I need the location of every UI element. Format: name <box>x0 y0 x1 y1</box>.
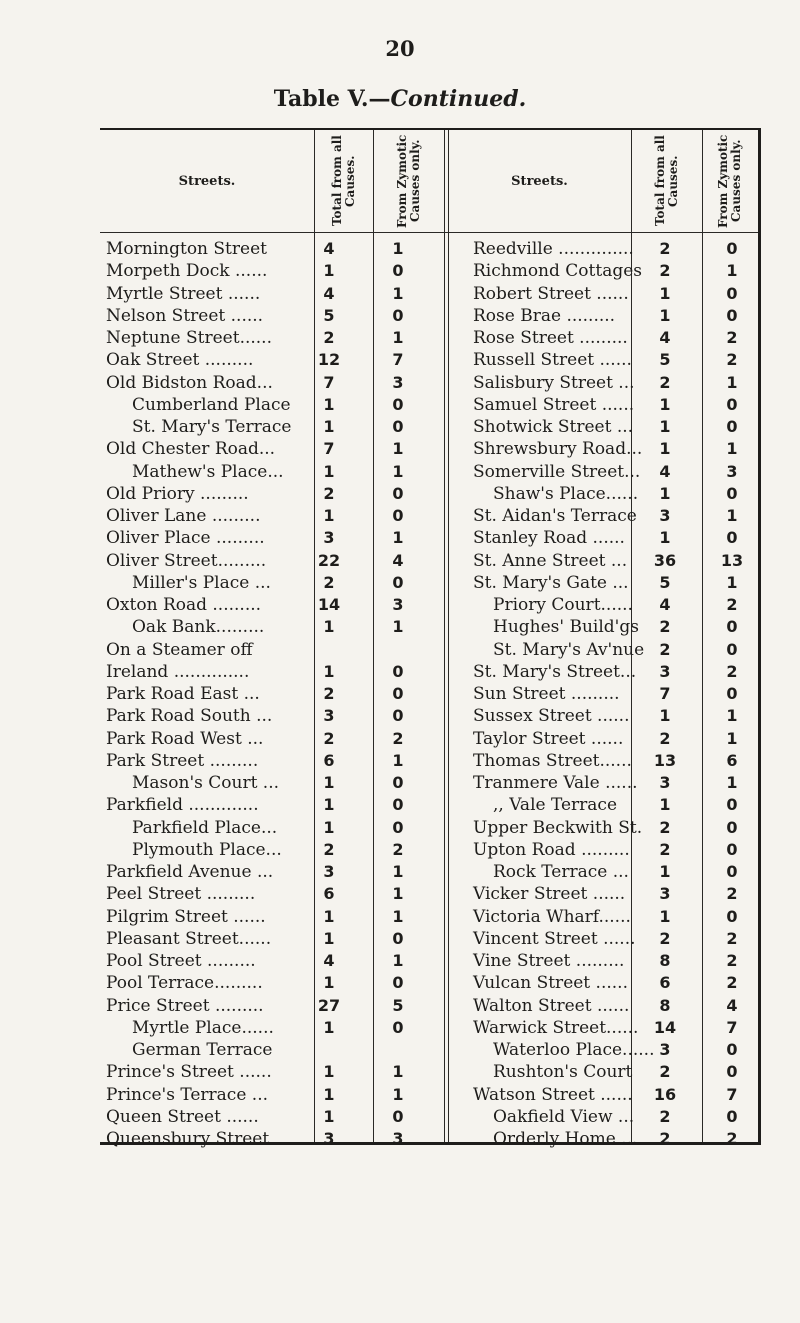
zymotic-count-right: 0 <box>726 617 738 637</box>
zymotic-count-right: 1 <box>726 706 738 726</box>
zymotic-count-left: 1 <box>392 750 404 770</box>
zymotic-count-right: 1 <box>726 506 738 525</box>
street-name-left: Park Road East ... <box>106 684 260 704</box>
total-count-right: 2 <box>659 728 671 748</box>
total-count-right: 4 <box>659 328 671 347</box>
street-name-left: Old Chester Road... <box>106 439 276 460</box>
table-row <box>100 416 758 438</box>
table-title-main: Table V.— <box>273 86 391 112</box>
zymotic-count-left: 2 <box>392 728 404 748</box>
table-row <box>100 483 758 505</box>
zymotic-count-left: 0 <box>392 661 404 681</box>
table-row <box>100 394 758 416</box>
total-count-right: 13 <box>653 750 677 770</box>
total-count-left: 2 <box>323 728 335 748</box>
header-zymotic-left: From Zymotic Causes only. <box>394 134 422 228</box>
table-row <box>100 1039 758 1061</box>
street-name-right: Russell Street ...... <box>473 350 632 371</box>
table-row <box>100 906 758 928</box>
zymotic-count-left: 1 <box>392 1062 404 1082</box>
total-count-left: 1 <box>323 417 335 436</box>
total-count-left: 12 <box>317 350 341 370</box>
total-count-left: 3 <box>323 862 335 881</box>
street-name-right: Somerville Street... <box>473 461 641 482</box>
zymotic-count-left: 1 <box>392 617 404 637</box>
zymotic-count-right: 4 <box>726 995 738 1015</box>
street-name-right: Orderly Home ... <box>493 1129 638 1149</box>
zymotic-count-right: 3 <box>726 461 738 481</box>
zymotic-count-left: 2 <box>392 839 404 859</box>
total-count-left: 1 <box>323 394 335 414</box>
zymotic-count-right: 2 <box>726 661 738 681</box>
zymotic-count-right: 6 <box>726 750 738 770</box>
zymotic-count-left: 0 <box>392 261 404 281</box>
street-name-left: Pilgrim Street ...... <box>106 906 266 927</box>
table-row <box>100 1017 758 1039</box>
total-count-left: 1 <box>323 1017 335 1037</box>
total-count-right: 1 <box>659 394 671 414</box>
street-name-left: On a Steamer off <box>106 639 253 660</box>
table-row <box>100 705 758 727</box>
total-count-right: 1 <box>659 906 671 926</box>
zymotic-count-left: 0 <box>392 1017 404 1037</box>
street-name-left: Prince's Street ...... <box>106 1062 272 1083</box>
total-count-right: 2 <box>659 928 671 948</box>
street-name-left: Oliver Street......... <box>106 550 267 571</box>
zymotic-count-right: 0 <box>726 817 738 837</box>
street-name-left: Pleasant Street...... <box>106 928 272 949</box>
total-count-right: 36 <box>653 550 677 570</box>
total-count-right: 2 <box>659 239 671 258</box>
zymotic-count-right: 0 <box>726 839 738 859</box>
zymotic-count-right: 0 <box>726 394 738 414</box>
zymotic-count-left: 3 <box>392 1129 404 1148</box>
street-name-right: Sun Street ......... <box>473 684 620 704</box>
zymotic-count-left: 0 <box>392 1106 404 1126</box>
total-count-right: 16 <box>653 1084 677 1104</box>
total-count-right: 1 <box>659 795 671 815</box>
zymotic-count-left: 1 <box>392 1084 404 1104</box>
table-title-continued: Continued. <box>390 86 527 112</box>
street-name-left: Pool Terrace......... <box>106 973 263 994</box>
street-name-right: St. Mary's Av'nue <box>493 639 645 660</box>
table-row <box>100 594 758 616</box>
street-name-left: Park Road West ... <box>106 728 264 749</box>
street-name-left: Queen Street ...... <box>106 1106 259 1127</box>
zymotic-count-right: 0 <box>726 684 738 703</box>
total-count-right: 1 <box>659 862 671 881</box>
zymotic-count-left: 1 <box>392 906 404 926</box>
table-row <box>100 1084 758 1106</box>
total-count-right: 1 <box>659 483 671 503</box>
total-count-right: 7 <box>659 684 671 703</box>
total-count-right: 5 <box>659 572 671 592</box>
street-name-left: Plymouth Place... <box>132 839 282 860</box>
street-name-right: Hughes' Build'gs <box>493 617 639 638</box>
street-name-left: Ireland .............. <box>106 661 250 682</box>
total-count-left: 1 <box>323 461 335 481</box>
street-name-left: Oliver Lane ......... <box>106 506 261 526</box>
street-name-left: Mornington Street <box>106 239 267 259</box>
table-row <box>100 683 758 705</box>
zymotic-count-right: 0 <box>726 795 738 815</box>
table-row <box>100 839 758 861</box>
zymotic-count-left: 7 <box>392 350 404 370</box>
street-name-right: Vicker Street ...... <box>473 884 626 905</box>
zymotic-count-right: 7 <box>726 1084 738 1104</box>
total-count-left: 14 <box>317 595 341 614</box>
total-count-left: 1 <box>323 1084 335 1104</box>
table-row <box>100 349 758 371</box>
street-name-left: Cumberland Place <box>132 394 291 415</box>
table-title <box>0 86 800 112</box>
table-row <box>100 639 758 661</box>
street-name-right: St. Mary's Street... <box>473 661 637 682</box>
street-name-right: Sussex Street ...... <box>473 706 630 727</box>
total-count-right: 3 <box>659 884 671 904</box>
street-name-right: Shaw's Place...... <box>493 483 639 504</box>
total-count-right: 5 <box>659 350 671 370</box>
table-row <box>100 372 758 394</box>
table-row <box>100 772 758 794</box>
zymotic-count-left: 0 <box>392 928 404 948</box>
table-row <box>100 527 758 549</box>
zymotic-count-left: 1 <box>392 439 404 459</box>
zymotic-count-right: 1 <box>726 572 738 592</box>
total-count-right: 2 <box>659 1129 671 1148</box>
street-name-left: Park Street ......... <box>106 750 259 771</box>
table-row <box>100 1128 758 1150</box>
street-name-left: Miller's Place ... <box>132 572 271 593</box>
total-count-right: 1 <box>659 305 671 325</box>
zymotic-count-left: 3 <box>392 372 404 392</box>
table-row <box>100 861 758 883</box>
total-count-left: 1 <box>323 795 335 815</box>
total-count-right: 2 <box>659 1106 671 1126</box>
street-name-right: Tranmere Vale ...... <box>473 773 638 793</box>
table-row <box>100 260 758 282</box>
total-count-right: 3 <box>659 773 671 792</box>
total-count-left: 2 <box>323 839 335 859</box>
zymotic-count-right: 1 <box>726 261 738 281</box>
total-count-left: 2 <box>323 328 335 347</box>
street-name-left: Nelson Street ...... <box>106 305 264 326</box>
zymotic-count-right: 0 <box>726 862 738 881</box>
total-count-left: 2 <box>323 572 335 592</box>
table-row <box>100 461 758 483</box>
zymotic-count-left: 0 <box>392 684 404 703</box>
zymotic-count-right: 0 <box>726 305 738 325</box>
street-name-right: Stanley Road ...... <box>473 528 625 549</box>
street-name-right: Vincent Street ...... <box>473 928 636 949</box>
total-count-right: 1 <box>659 528 671 548</box>
total-count-right: 4 <box>659 595 671 614</box>
zymotic-count-right: 1 <box>726 372 738 392</box>
street-name-left: Old Bidston Road... <box>106 372 273 393</box>
street-name-right: ,, Vale Terrace <box>493 795 618 816</box>
total-count-left: 1 <box>323 506 335 525</box>
zymotic-count-right: 2 <box>726 928 738 948</box>
zymotic-count-left: 0 <box>392 973 404 993</box>
zymotic-count-left: 1 <box>392 328 404 347</box>
street-name-right: Thomas Street...... <box>473 750 632 771</box>
total-count-right: 1 <box>659 706 671 726</box>
table-row <box>100 616 758 638</box>
total-count-right: 2 <box>659 1062 671 1082</box>
street-name-right: Priory Court...... <box>493 595 633 615</box>
table-row <box>100 1061 758 1083</box>
table-row <box>100 505 758 527</box>
zymotic-count-left: 0 <box>392 572 404 592</box>
street-name-right: Upton Road ......... <box>473 839 630 860</box>
total-count-right: 1 <box>659 439 671 459</box>
street-name-left: Oxton Road ......... <box>106 595 262 615</box>
street-name-right: Vine Street ......... <box>473 951 625 971</box>
zymotic-count-left: 1 <box>392 461 404 481</box>
street-name-right: St. Anne Street ... <box>473 550 628 571</box>
street-name-right: Vulcan Street ...... <box>473 973 628 994</box>
total-count-left: 1 <box>323 928 335 948</box>
zymotic-count-right: 1 <box>726 728 738 748</box>
total-count-left: 1 <box>323 906 335 926</box>
street-name-left: Neptune Street...... <box>106 328 272 348</box>
zymotic-count-right: 2 <box>726 1129 738 1148</box>
zymotic-count-right: 2 <box>726 328 738 347</box>
total-count-left: 1 <box>323 817 335 837</box>
street-name-left: Mason's Court ... <box>132 773 280 793</box>
street-name-left: Morpeth Dock ...... <box>106 261 268 282</box>
street-name-right: Rose Street ......... <box>473 328 628 348</box>
street-name-left: German Terrace <box>132 1040 273 1060</box>
total-count-left: 6 <box>323 884 335 904</box>
street-name-left: Queensbury Street <box>106 1129 270 1149</box>
zymotic-count-left: 0 <box>392 706 404 726</box>
total-count-right: 2 <box>659 817 671 837</box>
street-name-right: Warwick Street...... <box>473 1017 639 1038</box>
total-count-left: 1 <box>323 617 335 637</box>
table-row <box>100 995 758 1017</box>
zymotic-count-left: 0 <box>392 795 404 815</box>
street-name-left: Myrtle Place...... <box>132 1017 274 1038</box>
street-name-right: Robert Street ...... <box>473 283 629 304</box>
street-name-right: St. Mary's Gate ... <box>473 572 629 593</box>
table-row <box>100 550 758 572</box>
street-name-right: Rushton's Court <box>493 1062 633 1083</box>
zymotic-count-right: 0 <box>726 528 738 548</box>
zymotic-count-right: 0 <box>726 906 738 926</box>
header-total-left: Total from all Causes. <box>329 135 357 227</box>
street-name-right: St. Aidan's Terrace <box>473 506 637 526</box>
table-row <box>100 283 758 305</box>
zymotic-count-left: 0 <box>392 506 404 525</box>
table-row <box>100 305 758 327</box>
table-row <box>100 327 758 349</box>
street-name-left: Parkfield Avenue ... <box>106 862 274 882</box>
total-count-right: 2 <box>659 372 671 392</box>
street-name-left: Oliver Place ......... <box>106 528 265 549</box>
total-count-left: 1 <box>323 773 335 792</box>
street-name-left: Mathew's Place... <box>132 461 284 482</box>
street-name-right: Salisbury Street ... <box>473 372 635 393</box>
street-name-left: Park Road South ... <box>106 706 273 727</box>
street-name-left: Oak Street ......... <box>106 350 254 371</box>
table-row <box>100 750 758 772</box>
total-count-left: 5 <box>323 305 335 325</box>
total-count-right: 3 <box>659 506 671 525</box>
table-row <box>100 950 758 972</box>
zymotic-count-left: 4 <box>392 550 404 570</box>
street-name-left: Prince's Terrace ... <box>106 1084 268 1105</box>
page-number: 20 <box>385 36 415 61</box>
zymotic-count-left: 1 <box>392 528 404 548</box>
zymotic-count-right: 2 <box>726 951 738 970</box>
header-streets-right: Streets. <box>511 173 568 189</box>
zymotic-count-right: 2 <box>726 973 738 993</box>
total-count-right: 3 <box>659 1040 671 1059</box>
table-row <box>100 883 758 905</box>
zymotic-count-right: 2 <box>726 595 738 614</box>
table-row <box>100 928 758 950</box>
total-count-right: 8 <box>659 995 671 1015</box>
zymotic-count-left: 5 <box>392 995 404 1015</box>
street-name-left: Parkfield Place... <box>132 817 278 838</box>
table-row <box>100 794 758 816</box>
total-count-right: 14 <box>653 1017 677 1037</box>
table-row <box>100 661 758 683</box>
street-name-left: Pool Street ......... <box>106 951 256 971</box>
zymotic-count-right: 13 <box>720 550 744 570</box>
street-name-right: Reedville .............. <box>473 239 634 259</box>
table-row <box>100 1106 758 1128</box>
street-name-left: Peel Street ......... <box>106 884 256 905</box>
street-name-left: Price Street ......... <box>106 995 264 1016</box>
street-name-left: Parkfield ............. <box>106 795 259 816</box>
total-count-left: 1 <box>323 1106 335 1126</box>
total-count-left: 1 <box>323 973 335 993</box>
zymotic-count-left: 0 <box>392 483 404 503</box>
zymotic-count-right: 0 <box>726 1062 738 1082</box>
street-name-right: Oakfield View ... <box>493 1106 635 1127</box>
zymotic-count-right: 2 <box>726 350 738 370</box>
table-row <box>100 817 758 839</box>
total-count-left: 6 <box>323 750 335 770</box>
total-count-right: 1 <box>659 417 671 436</box>
zymotic-count-right: 0 <box>726 483 738 503</box>
zymotic-count-right: 0 <box>726 1106 738 1126</box>
table-row <box>100 572 758 594</box>
total-count-left: 1 <box>323 661 335 681</box>
zymotic-count-left: 0 <box>392 394 404 414</box>
total-count-left: 1 <box>323 1062 335 1082</box>
street-name-left: Old Priory ......... <box>106 483 249 504</box>
total-count-right: 8 <box>659 951 671 970</box>
table-body <box>100 238 758 1150</box>
zymotic-count-left: 0 <box>392 773 404 792</box>
zymotic-count-left: 1 <box>392 884 404 904</box>
street-name-right: Watson Street ...... <box>473 1084 633 1105</box>
zymotic-count-left: 3 <box>392 595 404 614</box>
street-name-left: St. Mary's Terrace <box>132 417 292 437</box>
total-count-left: 1 <box>323 261 335 281</box>
total-count-left: 3 <box>323 528 335 548</box>
street-name-right: Richmond Cottages <box>473 261 643 282</box>
zymotic-count-left: 0 <box>392 817 404 837</box>
street-name-right: Victoria Wharf...... <box>473 906 631 927</box>
street-name-right: Walton Street ...... <box>473 995 630 1016</box>
zymotic-count-left: 1 <box>392 239 404 258</box>
zymotic-count-right: 0 <box>726 417 738 436</box>
total-count-left: 3 <box>323 1129 335 1148</box>
total-count-left: 2 <box>323 483 335 503</box>
total-count-left: 7 <box>323 372 335 392</box>
total-count-right: 2 <box>659 839 671 859</box>
mortality-table <box>100 128 761 1149</box>
zymotic-count-right: 2 <box>726 884 738 904</box>
street-name-right: Upper Beckwith St. <box>473 817 643 838</box>
total-count-left: 4 <box>323 239 335 258</box>
zymotic-count-left: 1 <box>392 951 404 970</box>
table-row <box>100 238 758 260</box>
table-row <box>100 438 758 460</box>
table-row <box>100 728 758 750</box>
street-name-right: Waterloo Place...... <box>493 1040 655 1060</box>
zymotic-count-right: 0 <box>726 1040 738 1059</box>
total-count-left: 7 <box>323 439 335 459</box>
total-count-right: 2 <box>659 617 671 637</box>
total-count-left: 2 <box>323 684 335 703</box>
street-name-right: Samuel Street ...... <box>473 394 635 415</box>
total-count-left: 4 <box>323 283 335 303</box>
street-name-right: Rock Terrace ... <box>493 862 629 882</box>
zymotic-count-left: 0 <box>392 305 404 325</box>
total-count-right: 1 <box>659 283 671 303</box>
total-count-left: 27 <box>317 995 341 1015</box>
zymotic-count-right: 7 <box>726 1017 738 1037</box>
zymotic-count-left: 0 <box>392 417 404 436</box>
total-count-left: 4 <box>323 951 335 970</box>
street-name-left: Oak Bank......... <box>132 617 265 638</box>
street-name-right: Rose Brae ......... <box>473 305 616 326</box>
total-count-left: 3 <box>323 706 335 726</box>
zymotic-count-right: 0 <box>726 239 738 258</box>
header-rule <box>100 232 758 233</box>
zymotic-count-right: 1 <box>726 773 738 792</box>
street-name-right: Taylor Street ...... <box>473 728 624 749</box>
header-total-right: Total from all Causes. <box>652 135 680 227</box>
zymotic-count-right: 0 <box>726 283 738 303</box>
total-count-left: 22 <box>317 550 341 570</box>
total-count-right: 4 <box>659 461 671 481</box>
total-count-right: 2 <box>659 639 671 659</box>
total-count-right: 3 <box>659 661 671 681</box>
zymotic-count-right: 0 <box>726 639 738 659</box>
header-streets-left: Streets. <box>178 173 236 189</box>
street-name-right: Shrewsbury Road... <box>473 439 643 460</box>
zymotic-count-left: 1 <box>392 283 404 303</box>
zymotic-count-left: 1 <box>392 862 404 881</box>
zymotic-count-right: 1 <box>726 439 738 459</box>
street-name-left: Myrtle Street ...... <box>106 283 261 304</box>
table-row <box>100 972 758 994</box>
street-name-right: Shotwick Street ... <box>473 417 634 437</box>
total-count-right: 2 <box>659 261 671 281</box>
total-count-right: 6 <box>659 973 671 993</box>
header-zymotic-right: From Zymotic Causes only. <box>716 134 743 228</box>
